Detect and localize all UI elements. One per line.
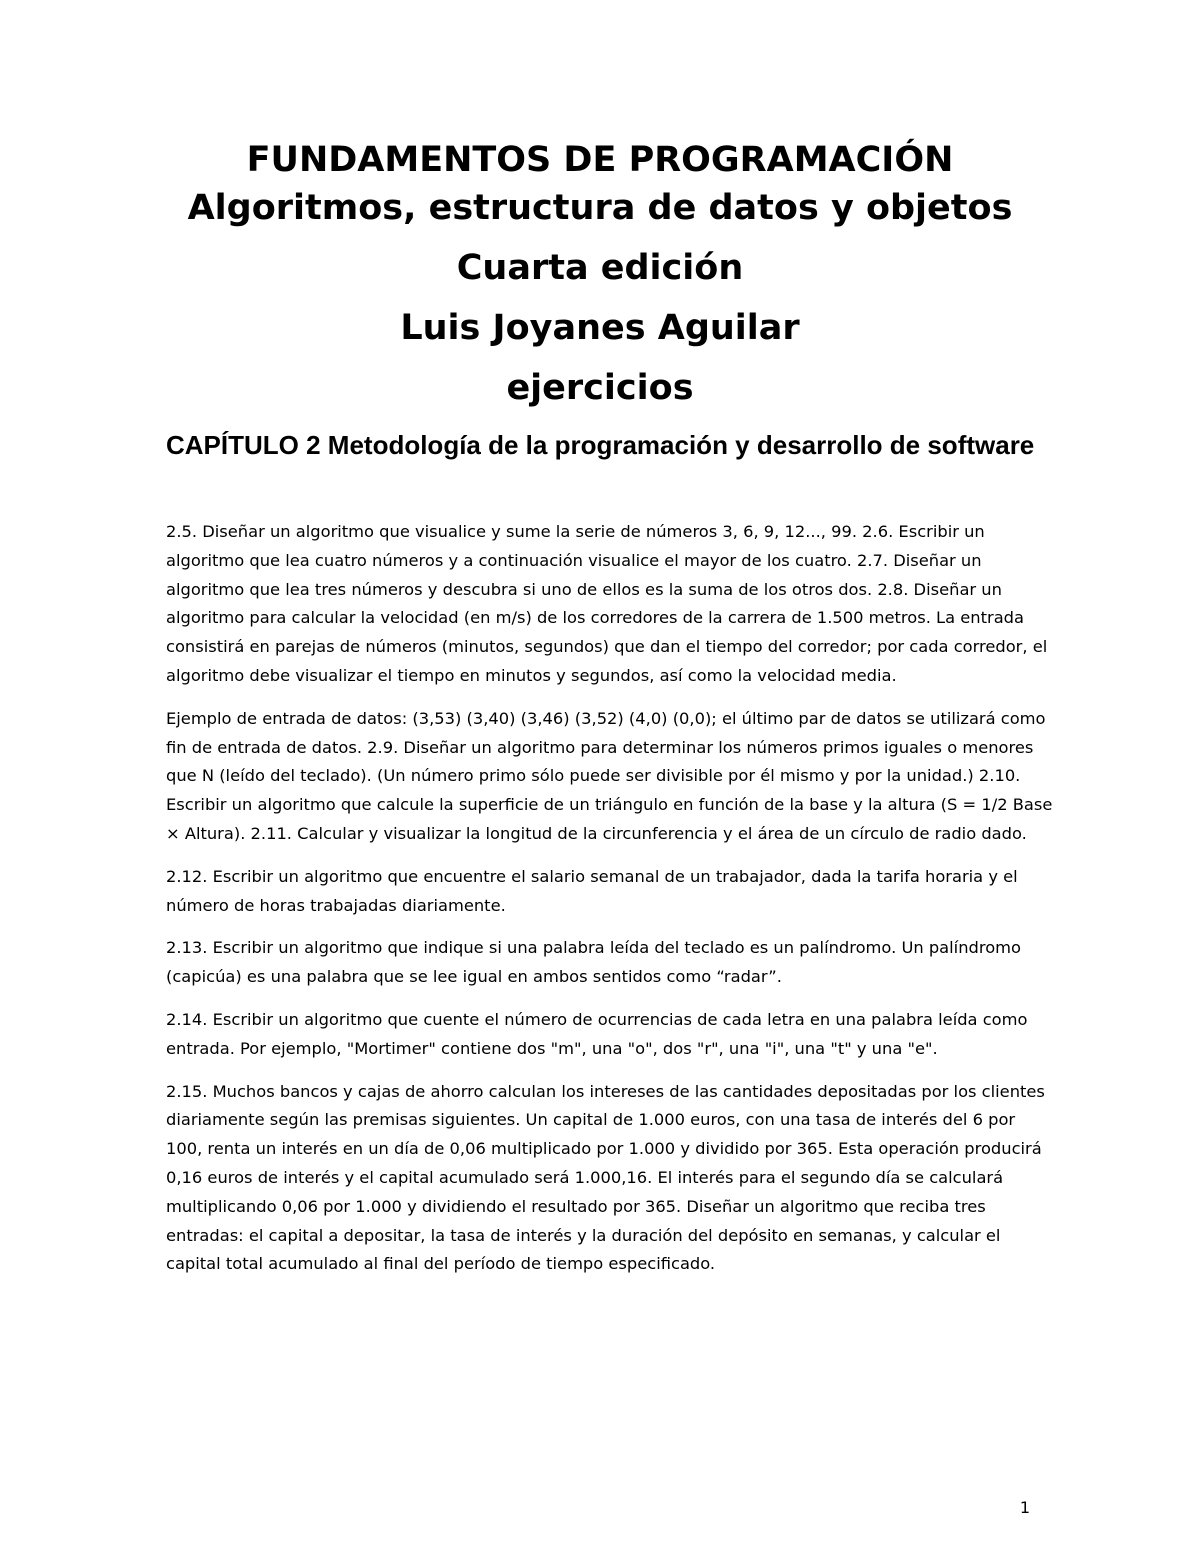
paragraph: 2.13. Escribir un algoritmo que indique si una palabra leída del teclado es un palíndromo. Un palíndromo (capicúa) es una palabra que se lee igual en ambos sentidos como “radar”. [166,938,1021,987]
paragraph: 2.5. Diseñar un algoritmo que visualice y sume la serie de números 3, 6, 9, 12..., 99. 2.6. Escribir un algoritmo que lea cuatro números y a continuación visualice el mayor de los cuatro. 2.7. Diseñar un algoritmo que lea tres números y descubra si uno de ellos es la suma de los otros dos. 2.8. Diseñar un algoritmo para calcular la velocidad (en m/s) de los corredores de la carrera de 1.500 metros. La entrada consistirá en parejas de números (minutos, segundos) que dan el tiempo del corredor; por cada corredor, el algoritmo debe visualizar el tiempo en minutos y segundos, así como la velocidad media. [166,522,1048,685]
paragraph: 2.14. Escribir un algoritmo que cuente el número de ocurrencias de cada letra en una palabra leída como entrada. Por ejemplo, "Mortimer" contiene dos "m", una "o", dos "r", una "i", una "t" y una "e". [166,1009,1028,1058]
exercise-text [166,518,1056,1293]
page-number: 1 [1019,1498,1030,1517]
book-author: Luis Joyanes Aguilar [400,308,800,348]
paragraph: 2.12. Escribir un algoritmo que encuentre el salario semanal de un trabajador, dada la tarifa horaria y el número de horas trabajadas diariamente. [166,866,1018,915]
book-title: FUNDAMENTOS DE PROGRAMACIÓN [246,140,954,180]
chapter-heading: CAPÍTULO 2 Metodología de la programación y desarrollo de software [166,430,1035,460]
section-label: ejercicios [506,368,694,408]
title-block [0,136,1200,412]
book-edition: Cuarta edición [456,248,744,288]
book-subtitle: Algoritmos, estructura de datos y objetos [187,188,1013,228]
paragraph: 2.15. Muchos bancos y cajas de ahorro calculan los intereses de las cantidades depositadas por los clientes diariamente según las premisas siguientes. Un capital de 1.000 euros, con una tasa de interés del 6 por 100, renta un interés en un día de 0,06 multiplicado por 1.000 y dividido por 365. Esta operación producirá 0,16 euros de interés y el capital acumulado será 1.000,16. El interés para el segundo día se calculará multiplicando 0,06 por 1.000 y dividiendo el resultado por 365. Diseñar un algoritmo que reciba tres entradas: el capital a depositar, la tasa de interés y la duración del depósito en semanas, y calcular el capital total acumulado al final del período de tiempo especificado. [166,1081,1045,1274]
paragraph: Ejemplo de entrada de datos: (3,53) (3,40) (3,46) (3,52) (4,0) (0,0); el último par de datos se utilizará como fin de entrada de datos. 2.9. Diseñar un algoritmo para determinar los números primos iguales o menores que N (leído del teclado). (Un número primo sólo puede ser divisible por él mismo y por la unidad.) 2.10. Escribir un algoritmo que calcule la superficie de un triángulo en función de la base y la altura (S = 1/2 Base × Altura). 2.11. Calcular y visualizar la longitud de la circunferencia y el área de un círculo de radio dado. [166,708,1053,843]
